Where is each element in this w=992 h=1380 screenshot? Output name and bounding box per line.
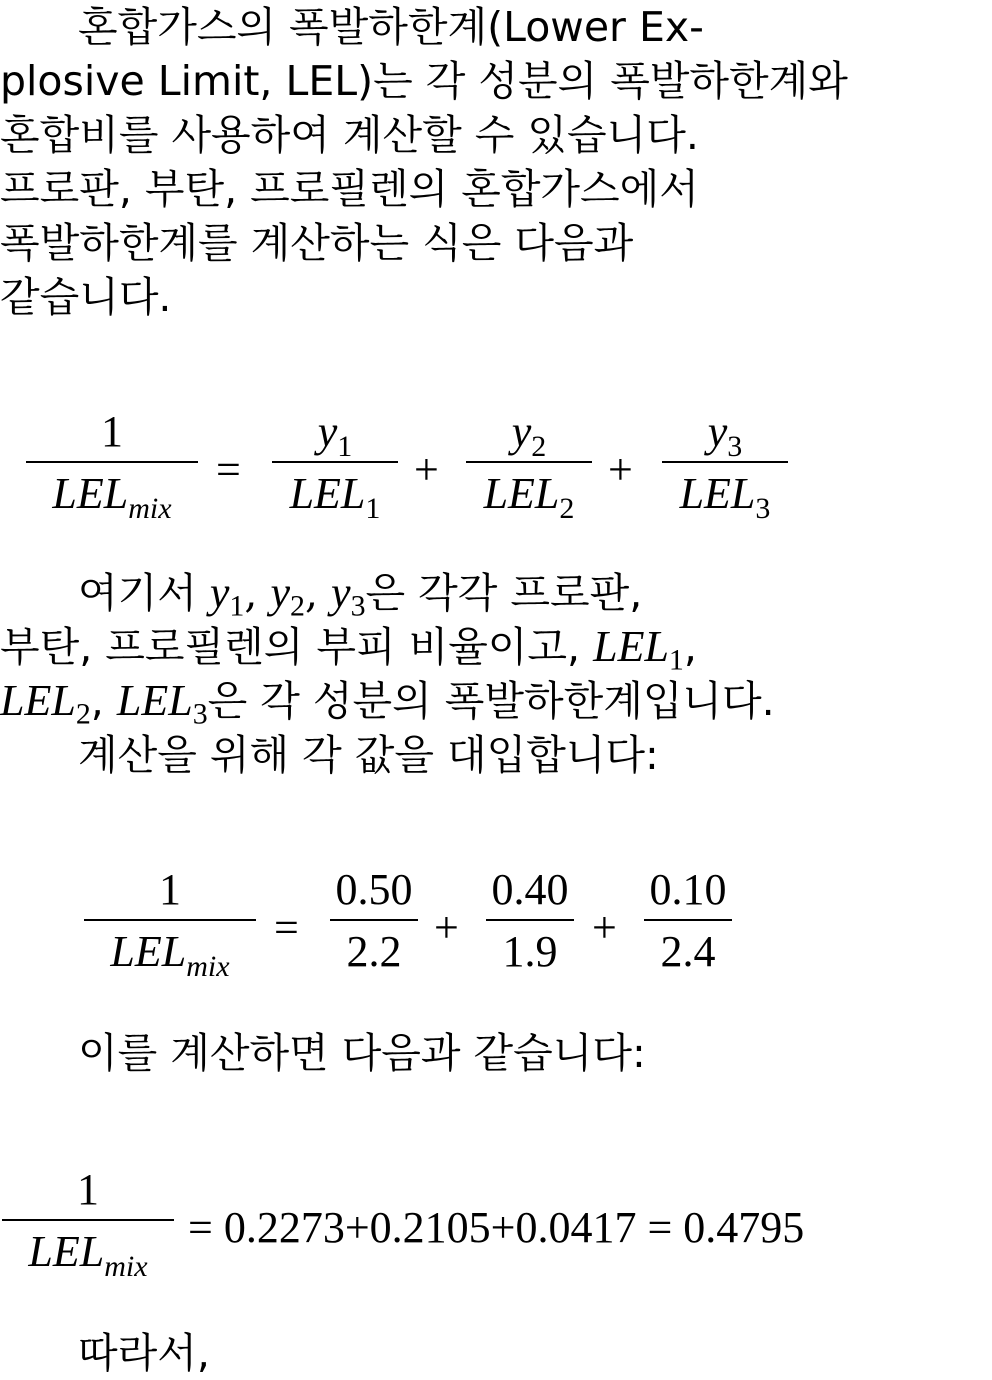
- subscript: 1: [668, 643, 684, 677]
- y-symbol: y: [317, 407, 338, 456]
- calc-intro-line: 이를 계산하면 다음과 같습니다:: [78, 1029, 646, 1077]
- lhs-fraction: [2, 1164, 174, 1283]
- comma: ,: [90, 677, 104, 725]
- subscript: 3: [350, 589, 366, 623]
- explain-line-2: [0, 620, 697, 677]
- mix-subscript: mix: [104, 1250, 148, 1283]
- fraction-bar: [330, 919, 418, 921]
- lhs-numerator: 1: [77, 1165, 99, 1214]
- fraction-bar: [2, 1219, 174, 1221]
- subscript: 2: [559, 492, 575, 525]
- lel-symbol: LEL: [679, 469, 756, 518]
- equals-sign: =: [216, 445, 241, 494]
- subscript: 3: [755, 492, 771, 525]
- intro-line-6: 같습니다.: [0, 273, 172, 321]
- explain-text: 부탄, 프로필렌의 부피 비율이고,: [0, 623, 581, 671]
- plus-sign: +: [434, 903, 459, 952]
- conclusion-line: 따라서,: [78, 1329, 210, 1377]
- y-letter: y: [270, 568, 290, 617]
- y-letter: y: [331, 568, 351, 617]
- subscript: 1: [229, 589, 245, 623]
- y-letter: y: [209, 568, 230, 617]
- lel-letters: LEL: [593, 622, 669, 671]
- term-fraction-3: [662, 406, 788, 525]
- term-denominator-1: [272, 466, 398, 525]
- lel-symbol: LEL: [483, 469, 560, 518]
- subscript: 1: [337, 430, 353, 463]
- lel-symbol: LEL: [110, 927, 187, 976]
- y1-symbol: [209, 568, 245, 623]
- comma: ,: [683, 623, 697, 671]
- term-numerator-2: [466, 406, 592, 463]
- rhs-sum: = 0.2273+0.2105+0.0417 = 0.4795: [188, 1203, 805, 1252]
- lel2-symbol: [0, 676, 91, 731]
- subscript: 1: [365, 492, 381, 525]
- term-numerator-1: [272, 406, 398, 463]
- mix-subscript: mix: [128, 492, 172, 525]
- y-symbol: y: [707, 407, 728, 456]
- value-fraction-2: [486, 864, 574, 980]
- value-denominator-2: 1.9: [502, 927, 558, 976]
- fraction-bar: [26, 461, 198, 463]
- mix-subscript: mix: [186, 950, 230, 983]
- formula-lel-general: [0, 406, 992, 536]
- explain-prefix: 여기서: [78, 569, 197, 617]
- lel-letters: LEL: [116, 676, 193, 725]
- lhs-numerator: 1: [101, 407, 123, 456]
- term-fraction-1: [272, 406, 398, 525]
- explain-line-3: [0, 674, 775, 731]
- intro-line-4: 프로판, 부탄, 프로필렌의 혼합가스에서: [0, 165, 699, 213]
- fraction-bar: [644, 919, 732, 921]
- lhs-fraction: [26, 406, 198, 525]
- value-denominator-3: 2.4: [660, 927, 716, 976]
- subscript: 3: [727, 430, 743, 463]
- subscript: 2: [75, 697, 91, 731]
- fraction-bar: [466, 461, 592, 463]
- explain-line-4: 계산을 위해 각 값을 대입합니다:: [78, 731, 659, 779]
- plus-sign: +: [592, 903, 617, 952]
- value-fraction-3: [644, 864, 732, 980]
- lhs-numerator: 1: [159, 865, 181, 914]
- subscript: 2: [531, 430, 547, 463]
- fraction-bar: [272, 461, 398, 463]
- intro-line-2: plosive Limit, LEL)는 각 성분의 폭발하한계와: [0, 57, 848, 105]
- lhs-denominator: [26, 466, 198, 525]
- lel-symbol: LEL: [289, 469, 366, 518]
- subscript: 2: [289, 589, 305, 623]
- value-numerator-2: 0.40: [491, 865, 569, 914]
- value-numerator-1: 0.50: [335, 865, 413, 914]
- formula-lel-result: [0, 1164, 992, 1294]
- lel-letters: LEL: [0, 676, 76, 725]
- lhs-denominator: [84, 924, 256, 983]
- explain-suffix: 은 각각 프로판,: [365, 569, 643, 617]
- explain-line-1: [78, 566, 643, 623]
- term-denominator-2: [466, 466, 592, 525]
- fraction-bar: [84, 919, 256, 921]
- formula-lel-substituted: [0, 864, 992, 994]
- explain-suffix: 은 각 성분의 폭발하한계입니다.: [207, 677, 775, 725]
- intro-line-5: 폭발하한계를 계산하는 식은 다음과: [0, 219, 634, 267]
- term-denominator-3: [662, 466, 788, 525]
- value-fraction-1: [330, 864, 418, 980]
- lel3-symbol: [116, 676, 208, 731]
- y-symbol: y: [511, 407, 532, 456]
- y3-symbol: [331, 568, 366, 623]
- lhs-denominator: [2, 1224, 174, 1283]
- y2-symbol: [270, 568, 305, 623]
- fraction-bar: [662, 461, 788, 463]
- comma: ,: [244, 569, 258, 617]
- comma: ,: [304, 569, 318, 617]
- subscript: 3: [192, 697, 208, 731]
- intro-line-3: 혼합비를 사용하여 계산할 수 있습니다.: [0, 111, 699, 159]
- plus-sign: +: [608, 445, 633, 494]
- lel-symbol: LEL: [52, 469, 129, 518]
- lhs-fraction: [84, 864, 256, 983]
- lel-symbol: LEL: [28, 1227, 105, 1276]
- value-numerator-3: 0.10: [649, 865, 727, 914]
- plus-sign: +: [414, 445, 439, 494]
- equals-sign: =: [274, 903, 299, 952]
- term-fraction-2: [466, 406, 592, 525]
- lel1-symbol: [593, 622, 684, 677]
- term-numerator-3: [662, 406, 788, 463]
- value-denominator-1: 2.2: [346, 927, 402, 976]
- intro-line-1: 혼합가스의 폭발하한계(Lower Ex-: [78, 3, 704, 51]
- fraction-bar: [486, 919, 574, 921]
